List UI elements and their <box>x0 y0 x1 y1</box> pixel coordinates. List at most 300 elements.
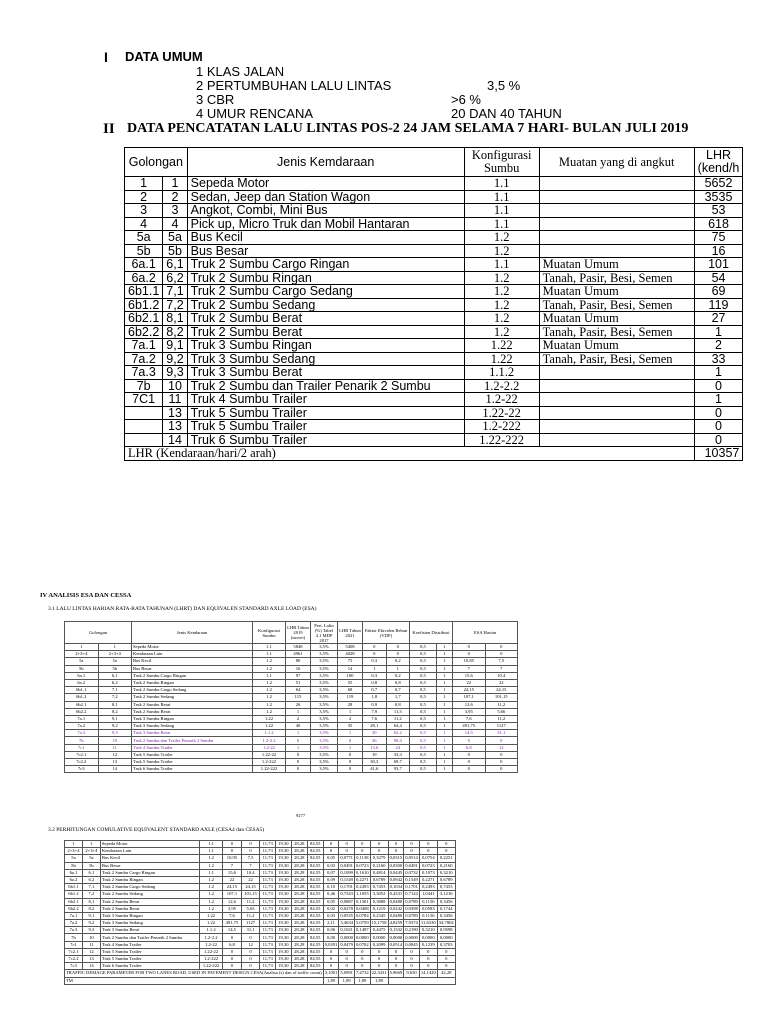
esa-cell: 1 <box>436 751 452 758</box>
esa-cell: 6b2.2 <box>65 708 99 715</box>
cesa-cell: 1.1.2 <box>200 927 223 934</box>
cesa-cell: 6a.1 <box>65 869 83 876</box>
row-konfigurasi: 1.2 <box>464 231 539 245</box>
esa-cell: 16 <box>286 665 311 672</box>
header-golongan: Golongan <box>125 148 188 177</box>
row-muatan <box>539 204 694 218</box>
cesa-row <box>65 848 456 855</box>
esa-cell: 1 <box>436 744 452 751</box>
row-alternatif: 11 <box>163 393 187 407</box>
cesa-cell: 0,1156 <box>419 912 437 919</box>
esa-cell: 0 <box>485 737 518 744</box>
cesa-cell: 0 <box>354 841 370 848</box>
cesa-cell: 0,05 <box>323 898 339 905</box>
row-lhr: 1 <box>694 393 743 407</box>
cesa-cell: 0,3279 <box>370 855 388 862</box>
esa-cell: 26 <box>286 701 311 708</box>
cesa-footer-value: 7,4732 <box>355 970 369 976</box>
cesa-cell: 0,0942 <box>389 877 403 883</box>
row-lhr: 75 <box>694 231 743 245</box>
cesa-footer-note: CESA(Analisa (s) dan of traffic count) <box>250 970 322 976</box>
esa-cell: 1 <box>65 644 99 651</box>
cesa-cell: 0,1744 <box>437 905 455 912</box>
cesa-cell: Truk 2 Sumbu Ringan <box>100 876 199 883</box>
row-golongan: 6a.2 <box>125 271 163 285</box>
cesa-cell: 0,0583 <box>419 905 437 912</box>
row-alternatif: 2 <box>163 190 187 204</box>
cesa-cell: 0,03 <box>323 912 339 919</box>
header-muatan: Muatan yang di angkut <box>539 148 694 177</box>
row-lhr: 101 <box>694 258 743 272</box>
esa-cell: 1127 <box>485 723 518 730</box>
esa-cell: Truk 2 Sumbu Berat <box>132 701 253 708</box>
esa-cell: 1.2 <box>253 658 286 665</box>
cesa-cell: 1.22-222 <box>200 963 223 970</box>
cesa-cell: 0 <box>388 963 404 970</box>
esa-cell: 1 <box>286 708 311 715</box>
cesa-cell: 0,1701 <box>340 884 353 890</box>
cesa-row <box>65 891 456 898</box>
esa-cell: 62,2 <box>386 730 410 737</box>
cesa-cell: 2+3+4 <box>82 848 100 855</box>
esa-cell: 1,8 <box>363 694 387 701</box>
row-jenis: Sedan, Jeep dan Station Wagon <box>187 190 464 204</box>
esa-cell: 4028 <box>338 651 363 658</box>
cesa-cell: 1.1 <box>200 869 223 876</box>
cesa-cell: 0,4331 <box>389 891 403 897</box>
cesa-cell: 28,28 <box>291 898 307 905</box>
row-alternatif: 9,1 <box>163 339 187 353</box>
cesa-footer-value: 42,28 <box>437 970 455 977</box>
esa-cell: 0 <box>338 766 363 773</box>
cesa-cell: 1.22 <box>200 920 223 927</box>
row-jenis: Truk 3 Sumbu Berat <box>187 366 464 380</box>
cesa-cell: 0,03 <box>323 862 339 869</box>
esa-cell: 11,2 <box>386 715 410 722</box>
esa-cell: 3,5% <box>311 723 338 730</box>
esa-rows <box>65 644 518 773</box>
section-roman-numeral: II <box>103 121 115 137</box>
row-muatan: Tanah, Pasir, Besi, Semen <box>539 298 694 312</box>
esa-cell: 3,5% <box>311 730 338 737</box>
cesa-row <box>65 869 456 876</box>
esa-cell: 5848 <box>286 644 311 651</box>
cesa-cell: 0 <box>404 963 420 970</box>
traffic-row <box>125 285 743 299</box>
traffic-row <box>125 312 743 326</box>
cesa-cell: 0 <box>388 841 404 848</box>
cesa-cell: 7,2 <box>82 891 100 898</box>
cesa-cell: Bus Kecil <box>100 855 199 862</box>
cesa-cell: 0 <box>354 948 370 955</box>
cesa-cell: 28,28 <box>291 862 307 869</box>
esa-cell: 1.2 <box>253 708 286 715</box>
cesa-cell: 0 <box>241 956 260 963</box>
esa-cell: 7a.2 <box>65 723 99 730</box>
cesa-cell: Truk 4 Sumbu Trailer <box>100 941 199 948</box>
row-golongan: 7a.2 <box>125 352 163 366</box>
cesa-cell: 6,8 <box>223 941 242 948</box>
cesa-cell: 0,2493 <box>419 884 437 891</box>
cesa-cell: 0 <box>419 963 437 970</box>
cesa-cell: 0 <box>388 848 404 855</box>
cesa-cell: 0,0789 <box>405 912 418 918</box>
esa-cell: 7,6 <box>363 715 387 722</box>
cesa-cell: 11,73 <box>260 898 276 905</box>
cesa-cell: 9,2 <box>82 920 100 927</box>
cesa-cell: 84,55 <box>307 956 323 963</box>
traffic-row <box>125 406 743 420</box>
esa-cell: 3,5% <box>311 744 338 751</box>
row-lhr: 1 <box>694 366 743 380</box>
esa-cell: 7,2 <box>98 694 132 701</box>
row-konfigurasi: 1.2-22 <box>464 393 539 407</box>
esa-cell: 1 <box>436 658 452 665</box>
cesa-cell: 11,73 <box>260 869 276 876</box>
cesa-cell: 84,55 <box>307 884 323 891</box>
esa-cell: 3,5% <box>311 715 338 722</box>
esa-cell: Truk 2 Sumbu Sedang <box>132 694 253 701</box>
esa-cell: 12 <box>485 744 518 751</box>
cesa-cell: 19,30 <box>276 869 292 876</box>
traffic-row <box>125 433 743 447</box>
cesa-cell: 0,0480 <box>389 912 403 918</box>
cesa-cell: 10,4 <box>241 869 260 876</box>
cesa-cell: 0,3456 <box>437 912 455 919</box>
cesa-cell: Truk 3 Sumbu Berat <box>100 927 199 934</box>
esa-cell: 0,5 <box>410 751 437 758</box>
cesa-cell: 0,0398 <box>405 905 418 911</box>
esa-cell: 0 <box>453 644 486 651</box>
t1-header-esa: ESA Harian <box>453 622 518 644</box>
cesa-cell: Truk 2 Sumbu Sedang <box>100 891 199 898</box>
cesa-cell: 1.1 <box>200 841 223 848</box>
esa-cell: 7c2.1 <box>65 751 99 758</box>
traffic-row <box>125 271 743 285</box>
esa-row <box>65 744 518 751</box>
esa-cell: 75 <box>338 658 363 665</box>
esa-cell: 51 <box>286 679 311 686</box>
general-item-4-value: 20 DAN 40 TAHUN <box>451 106 562 121</box>
esa-cell: 19 <box>363 751 387 758</box>
esa-cell: 0 <box>338 759 363 766</box>
esa-cell: 0 <box>386 644 410 651</box>
traffic-row <box>125 420 743 434</box>
esa-cell: 1 <box>98 644 132 651</box>
esa-total: 9277 <box>296 813 306 818</box>
cesa-cell: 0 <box>323 963 339 970</box>
esa-row <box>65 665 518 672</box>
row-alternatif: 7,1 <box>163 285 187 299</box>
cesa-rows <box>65 841 456 970</box>
esa-cell: 0,5 <box>410 679 437 686</box>
esa-cell: 11,3 <box>386 708 410 715</box>
esa-cell: 5408 <box>338 644 363 651</box>
cesa-cell: 6b2.2 <box>65 905 83 912</box>
cesa-cell: 19,30 <box>276 876 292 883</box>
cesa-cell: 28,28 <box>291 848 307 855</box>
cesa-cell: 0,0789 <box>405 898 418 904</box>
row-muatan: Muatan Umum <box>539 285 694 299</box>
row-alternatif: 5b <box>163 244 187 258</box>
row-konfigurasi: 1.2 <box>464 244 539 258</box>
cesa-cell: 8,1 <box>82 898 100 905</box>
esa-cell: 115 <box>286 694 311 701</box>
esa-row <box>65 658 518 665</box>
row-jenis: Truk 2 Sumbu Sedang <box>187 298 464 312</box>
esa-row <box>65 730 518 737</box>
esa-cell: 1 <box>338 708 363 715</box>
traffic-row <box>125 366 743 380</box>
cesa-cell: 11,2 <box>241 912 260 919</box>
cesa-cell: 7c3 <box>65 963 83 970</box>
esa-cell: Truk 2 Sumbu Cargo Sedang <box>132 687 253 694</box>
row-golongan: 6b1.2 <box>125 298 163 312</box>
cesa-cell: 0 <box>223 948 242 955</box>
cesa-cell: 0,0315 <box>389 855 403 861</box>
esa-cell: 11 <box>98 744 132 751</box>
esa-cell: 0,7 <box>386 687 410 694</box>
cesa-cell: 11,73 <box>260 862 276 869</box>
esa-cell: 0 <box>485 651 518 658</box>
row-konfigurasi: 1.1 <box>464 258 539 272</box>
cesa-cell: 0,2160 <box>370 862 388 869</box>
cesa-cell: 0 <box>437 948 455 955</box>
row-konfigurasi: 1.1 <box>464 190 539 204</box>
cesa-footer-value: 22,3431 <box>371 970 387 976</box>
esa-cell: 64,4 <box>386 723 410 730</box>
esa-cell: 0,5 <box>410 759 437 766</box>
cesa-cell: 84,55 <box>307 920 323 927</box>
row-muatan: Muatan Umum <box>539 258 694 272</box>
cesa-cell: 0,0291 <box>324 941 338 947</box>
cesa-cell: 19,30 <box>276 862 292 869</box>
row-golongan: 6b1.1 <box>125 285 163 299</box>
header-lhr: LHR (kend/h <box>694 148 743 177</box>
esa-cell: 11,2 <box>485 715 518 722</box>
esa-cell: 0,5 <box>410 701 437 708</box>
row-muatan: Muatan Umum <box>539 312 694 326</box>
cesa-cell: 0,2190 <box>405 927 418 933</box>
general-item-2-value: 3,5 % <box>487 78 521 93</box>
cesa-cell: 7a.1 <box>65 912 83 919</box>
tm-value: 1,89 <box>370 977 388 984</box>
esa-cell: 2+3+4 <box>65 651 99 658</box>
cesa-cell: 19,30 <box>276 948 292 955</box>
esa-cell: 22 <box>485 679 518 686</box>
row-lhr: 0 <box>694 406 743 420</box>
row-konfigurasi: 1.1.2 <box>464 366 539 380</box>
cesa-cell: 84,55 <box>307 963 323 970</box>
esa-cell: 6a.1 <box>65 672 99 679</box>
esa-cell: 1 <box>363 665 387 672</box>
cesa-cell: 1.2 <box>200 898 223 905</box>
cesa-cell: 0,1239 <box>419 941 437 948</box>
cesa-cell: 11,73 <box>260 927 276 934</box>
row-golongan: 3 <box>125 204 163 218</box>
cesa-footer-value: 5,0991 <box>340 970 353 976</box>
cesa-cell: 84,55 <box>307 905 323 912</box>
cesa-cell: 0,6789 <box>437 876 455 883</box>
esa-cell: 1.1 <box>253 644 286 651</box>
row-konfigurasi: 1.22 <box>464 339 539 353</box>
esa-cell: 7c3 <box>65 766 99 773</box>
cesa-cell: 0,0887 <box>340 898 353 904</box>
row-golongan: 7a.1 <box>125 339 163 353</box>
cesa-cell: 0 <box>223 963 242 970</box>
cesa-cell: 3,3052 <box>370 891 388 898</box>
esa-cell: 5a <box>98 658 132 665</box>
cesa-row <box>65 956 456 963</box>
row-muatan: Muatan Umum <box>539 339 694 353</box>
esa-cell: 1.2 <box>253 679 286 686</box>
cesa-cell: 1,1055 <box>355 891 369 897</box>
cesa-cell: 0,0408 <box>355 905 369 911</box>
row-golongan <box>125 420 163 434</box>
cesa-row <box>65 862 456 869</box>
esa-cell: 24 <box>386 744 410 751</box>
row-jenis: Truk 6 Sumbu Trailer <box>187 433 464 447</box>
header-konfigurasi-sumbu: Konfigurasi Sumbu <box>464 148 539 177</box>
esa-cell: 1 <box>286 744 311 751</box>
cesa-cell: 34,7802 <box>438 920 454 926</box>
cesa-cell: 0 <box>419 848 437 855</box>
esa-row <box>65 751 518 758</box>
cesa-cell: 0 <box>370 956 388 963</box>
cesa-cell: 12,6 <box>223 898 242 905</box>
esa-cell: 0,5 <box>410 644 437 651</box>
esa-cell: 9,2 <box>98 723 132 730</box>
cesa-cell: 0,0784 <box>355 912 369 918</box>
cesa-cell: 13 <box>82 956 100 963</box>
cesa-row <box>65 948 456 955</box>
row-lhr: 2 <box>694 339 743 353</box>
cesa-cell: Sepeda Motor <box>100 841 199 848</box>
cesa-cell: 0 <box>354 848 370 855</box>
cesa-cell: 28,28 <box>291 920 307 927</box>
esa-cell: 1.1 <box>253 651 286 658</box>
esa-cell: 55 <box>338 679 363 686</box>
cesa-row <box>65 898 456 905</box>
cesa-cell: 0,2271 <box>419 876 437 883</box>
cesa-cell: 0 <box>437 956 455 963</box>
esa-cell: 491,75 <box>453 723 486 730</box>
cesa-cell: 28,28 <box>291 934 307 941</box>
cesa-cell: 19,30 <box>276 920 292 927</box>
cesa-cell: 0 <box>339 841 355 848</box>
cesa-cell: 1.2 <box>200 862 223 869</box>
cesa-cell: 0 <box>370 963 388 970</box>
cesa-cell: 0 <box>437 841 455 848</box>
esa-cell: 0 <box>453 751 486 758</box>
cesa-cell: 1 <box>65 841 83 848</box>
esa-cell: 1 <box>436 723 452 730</box>
row-muatan <box>539 420 694 434</box>
esa-cell: 30,3 <box>363 759 387 766</box>
cesa-cell: 19,30 <box>276 848 292 855</box>
esa-cell: 0 <box>363 644 387 651</box>
esa-cell: 28,1 <box>363 723 387 730</box>
cesa-cell: 28,28 <box>291 948 307 955</box>
esa-cell: 0,5 <box>410 744 437 751</box>
cesa-cell: 9,3 <box>82 927 100 934</box>
cesa-cell: 28,28 <box>291 956 307 963</box>
cesa-cell: 107,1 <box>223 891 242 898</box>
cesa-cell: 84,55 <box>307 891 323 898</box>
esa-cell: 0,8 <box>363 679 387 686</box>
cesa-cell: 0 <box>404 956 420 963</box>
cesa-cell: 31,1 <box>241 927 260 934</box>
row-muatan <box>539 406 694 420</box>
cesa-cell: 84,55 <box>307 869 323 876</box>
esa-cell: 11,2 <box>485 701 518 708</box>
cesa-row <box>65 876 456 883</box>
esa-cell: 3,5% <box>311 672 338 679</box>
row-alternatif: 6,1 <box>163 258 187 272</box>
esa-cell: 3,5% <box>311 679 338 686</box>
cesa-cell: 12 <box>241 941 260 948</box>
cesa-cell: 7 <box>241 862 260 869</box>
esa-cell: 5b <box>98 665 132 672</box>
esa-cell: 3,5% <box>311 708 338 715</box>
esa-cell: 0 <box>286 737 311 744</box>
cesa-cell: 11,73 <box>260 941 276 948</box>
row-muatan <box>539 244 694 258</box>
esa-cell: Truk 5 Sumbu Trailer <box>132 759 253 766</box>
esa-cell: 0,5 <box>410 708 437 715</box>
cesa-cell: 7a.2 <box>65 920 83 927</box>
cesa-cell: 0,6789 <box>370 876 388 883</box>
esa-row <box>65 672 518 679</box>
esa-cell: 7a.3 <box>65 730 99 737</box>
row-alternatif: 8,1 <box>163 312 187 326</box>
row-muatan <box>539 433 694 447</box>
cesa-cell: 0,2271 <box>355 877 369 883</box>
traffic-row <box>125 190 743 204</box>
cesa-cell: 0 <box>339 848 355 855</box>
esa-cell: 31,1 <box>485 730 518 737</box>
cesa-footer-value: 3,1001 <box>324 970 338 976</box>
esa-cell: 1 <box>436 694 452 701</box>
cesa-cell: 7c2.1 <box>65 948 83 955</box>
esa-cell: 9,3 <box>98 730 132 737</box>
cesa-cell: 19,30 <box>276 912 292 919</box>
esa-cell: Truk 2 Sumbu dan Trailer Penarik 2 Sumbu <box>132 737 253 744</box>
cesa-cell: 1.2-2.2 <box>200 934 223 941</box>
cesa-cell: 0,0242 <box>389 905 403 911</box>
subsection-title: 3.2 PERHITUNGAN COMULATIVE EQUIVALENT STANDARD AXLE (CESA4 dan CESA5) <box>48 827 265 833</box>
cesa-cell: 0 <box>404 841 420 848</box>
esa-cell: 90,4 <box>386 737 410 744</box>
t1-header-koef: Koefisien Distribusi <box>410 622 453 644</box>
cesa-cell: Truk 2 Sumbu Cargo Sedang <box>100 884 199 891</box>
cesa-table <box>64 840 456 985</box>
cesa-cell: 0,9598 <box>437 927 455 934</box>
cesa-cell: 0,2160 <box>437 862 455 869</box>
cesa-cell: 0,06 <box>323 927 339 934</box>
tm-label: TM <box>65 977 324 984</box>
esa-row <box>65 715 518 722</box>
row-golongan: 2 <box>125 190 163 204</box>
cesa-cell: 9,1 <box>82 912 100 919</box>
t1-header-pert: Pert. Lalin (%) Tabel 4.1 MDP 2017 <box>311 622 338 644</box>
esa-cell: 3,5% <box>311 665 338 672</box>
cesa-cell: Truk 2 Sumbu Berat <box>100 905 199 912</box>
esa-cell: 0 <box>485 644 518 651</box>
esa-row <box>65 679 518 686</box>
cesa-cell: 1.2 <box>200 905 223 912</box>
cesa-cell: 84,55 <box>307 855 323 862</box>
